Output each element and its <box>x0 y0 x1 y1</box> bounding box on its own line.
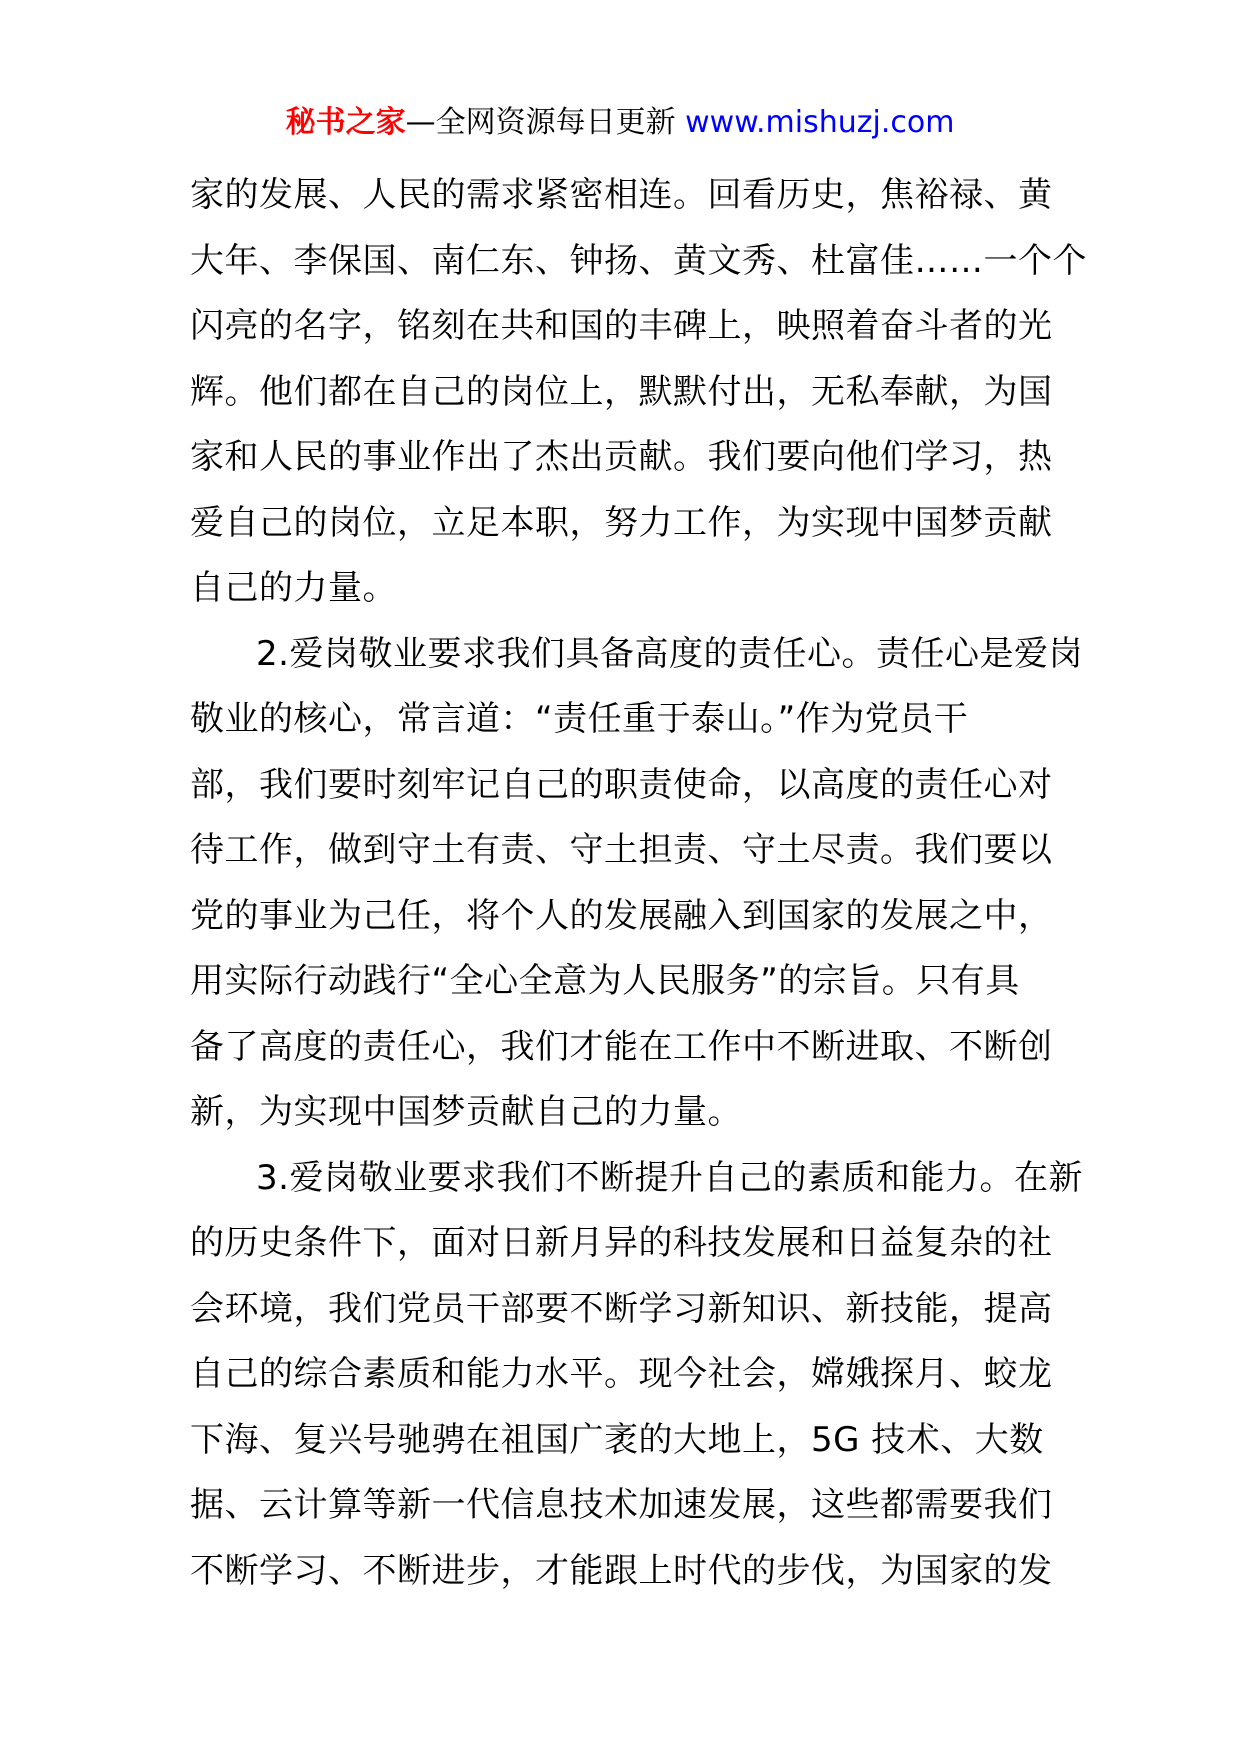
text-line: 用实际行动践行“全心全意为人民服务”的宗旨。只有具 <box>190 961 1020 1001</box>
text-line: 待工作，做到守土有责、守土担责、守土尽责。我们要以 <box>190 830 1053 870</box>
text-line: 自己的综合素质和能力水平。现今社会，嫦娥探月、蛟龙 <box>190 1354 1053 1394</box>
text-line: 家的发展、人民的需求紧密相连。回看历史，焦裕禄、黄 <box>190 175 1053 215</box>
text-line: 辉。他们都在自己的岗位上，默默付出，无私奉献，为国 <box>190 371 1053 412</box>
paragraph-first-line: 3.爱岗敬业要求我们不断提升自己的素质和能力。在新 <box>256 1157 1083 1198</box>
text-line: 的历史条件下，面对日新月异的科技发展和日益复杂的社 <box>190 1223 1053 1263</box>
text-line: 家和人民的事业作出了杰出贡献。我们要向他们学习，热 <box>190 437 1053 477</box>
text-line: 党的事业为己任，将个人的发展融入到国家的发展之中， <box>190 895 1053 936</box>
text-line: 大年、李保国、南仁东、钟扬、黄文秀、杜富佳……一个个 <box>190 240 1087 281</box>
text-line: 部，我们要时刻牢记自己的职责使命，以高度的责任心对 <box>190 764 1053 805</box>
text-line: 不断学习、不断进步，才能跟上时代的步伐，为国家的发 <box>190 1550 1053 1591</box>
text-line: 爱自己的岗位，立足本职，努力工作，为实现中国梦贡献 <box>190 502 1053 543</box>
site-name: 秘书之家 <box>285 105 406 140</box>
document-body <box>190 163 1087 1604</box>
text-line: 下海、复兴号驰骋在祖国广袤的大地上，5G 技术、大数 <box>190 1419 1044 1460</box>
text-line: 新，为实现中国梦贡献自己的力量。 <box>190 1092 742 1132</box>
text-line: 敬业的核心，常言道：“责任重于泰山。”作为党员干 <box>190 699 969 739</box>
text-line: 闪亮的名字，铭刻在共和国的丰碑上，映照着奋斗者的光 <box>190 306 1053 346</box>
paragraph-first-line: 2.爱岗敬业要求我们具备高度的责任心。责任心是爱岗 <box>256 633 1083 674</box>
text-line: 自己的力量。 <box>190 568 397 608</box>
text-line: 据、云计算等新一代信息技术加速发展，这些都需要我们 <box>190 1485 1053 1525</box>
text-line: 会环境，我们党员干部要不断学习新知识、新技能，提高 <box>190 1288 1053 1329</box>
header-tagline: —全网资源每日更新 <box>405 105 686 140</box>
page-header <box>0 100 1240 146</box>
text-line: 备了高度的责任心，我们才能在工作中不断进取、不断创 <box>190 1026 1053 1067</box>
site-url-link[interactable]: www.mishuzj.com <box>685 105 955 140</box>
